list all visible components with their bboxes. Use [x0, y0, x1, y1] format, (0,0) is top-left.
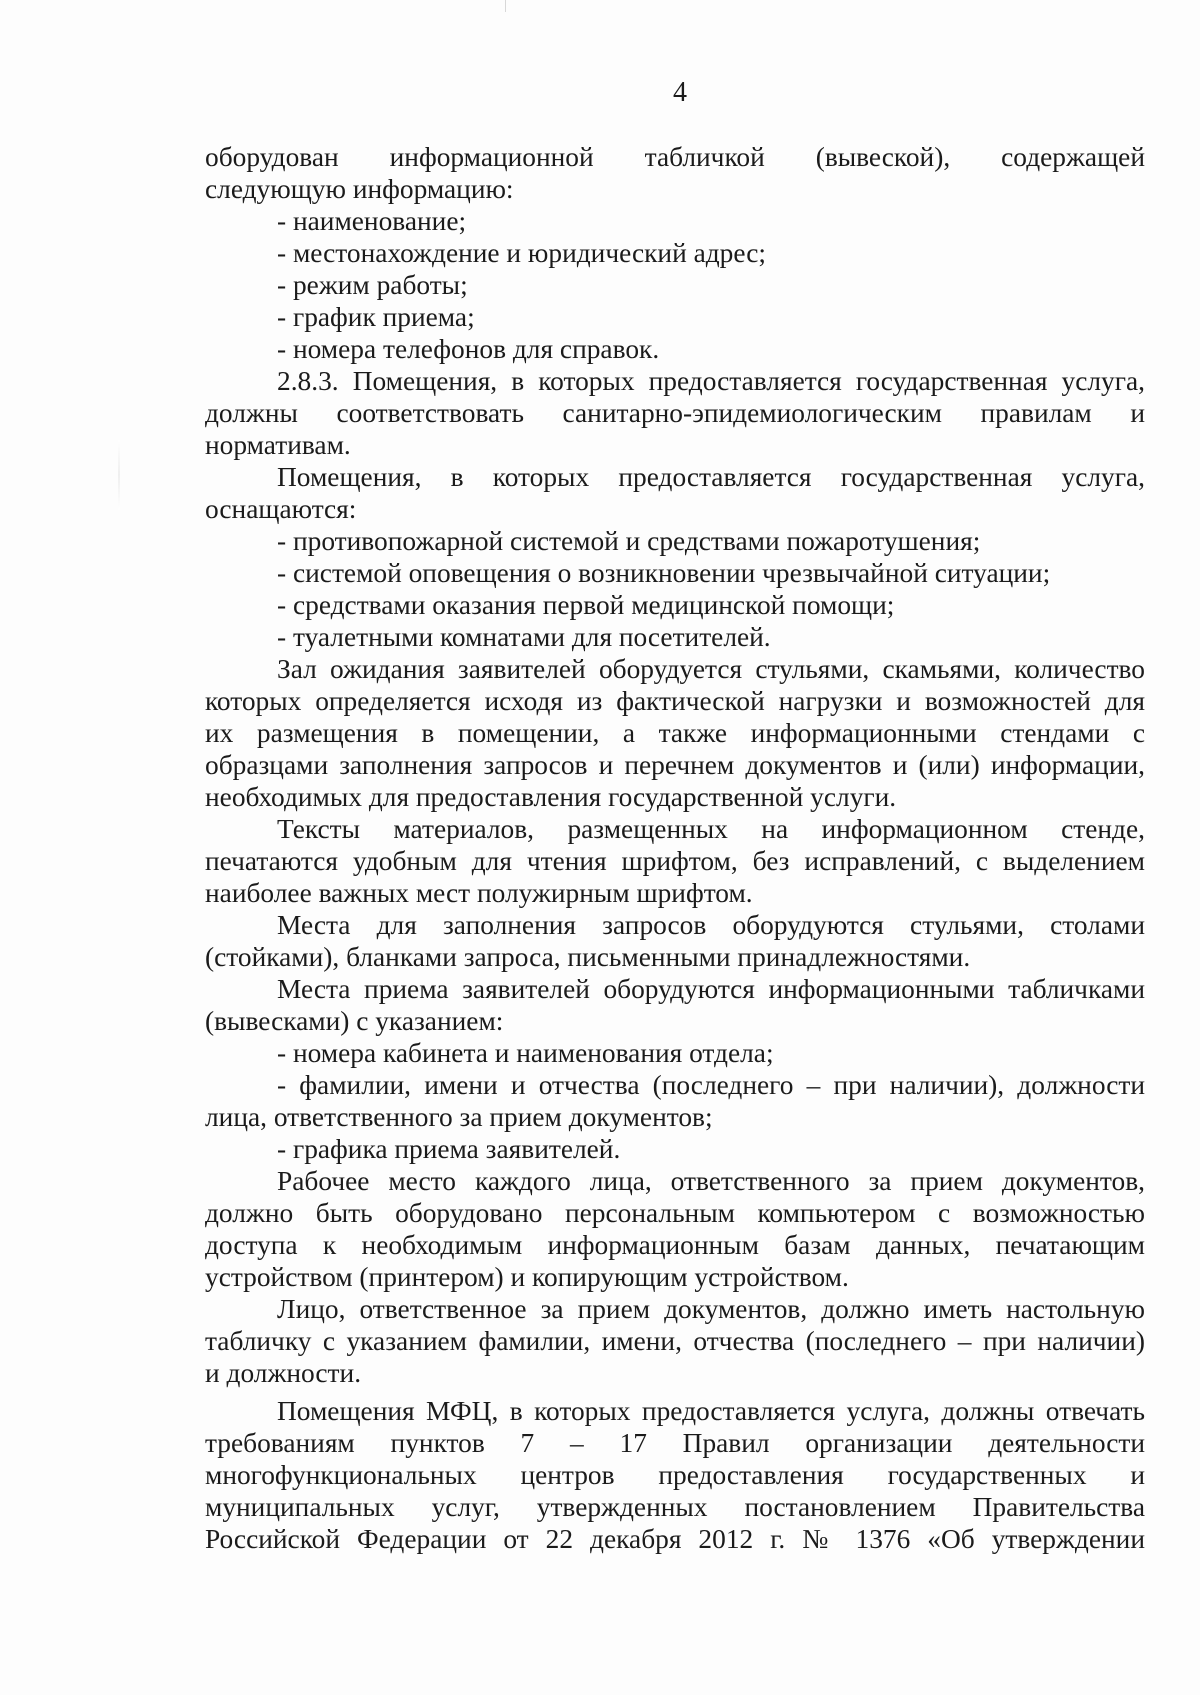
- text-line: Места приема заявителей оборудуются информационными табличками: [277, 974, 1145, 1004]
- text-line: Тексты материалов, размещенных на информационном стенде,: [277, 814, 1145, 844]
- text-line: следующую информацию:: [205, 174, 514, 204]
- text-line: нормативам.: [205, 430, 351, 460]
- scan-smudge: [118, 440, 120, 510]
- text-line: - системой оповещения о возникновении чрезвычайной ситуации;: [277, 558, 1051, 588]
- text-line: Места для заполнения запросов оборудуются стульями, столами: [277, 910, 1145, 940]
- text-line: - фамилии, имени и отчества (последнего – при наличии), должности: [277, 1070, 1145, 1100]
- text-line: 2.8.3. Помещения, в которых предоставляется государственная услуга,: [277, 366, 1145, 396]
- text-line: необходимых для предоставления государственной услуги.: [205, 782, 897, 812]
- text-line: и должности.: [205, 1358, 362, 1388]
- text-line: Рабочее место каждого лица, ответственного за прием документов,: [277, 1166, 1145, 1196]
- scan-mark: [505, 0, 506, 12]
- text-line: лица, ответственного за прием документов;: [205, 1102, 713, 1132]
- text-line: Лицо, ответственное за прием документов, должно иметь настольную: [277, 1294, 1145, 1324]
- text-line: требованиям пунктов 7 – 17 Правил организации деятельности: [205, 1428, 1145, 1458]
- text-line: - местонахождение и юридический адрес;: [277, 238, 766, 268]
- text-line: - режим работы;: [277, 270, 468, 300]
- text-line: (стойками), бланками запроса, письменными принадлежностями.: [205, 942, 971, 972]
- text-line: Зал ожидания заявителей оборудуется стульями, скамьями, количество: [277, 654, 1145, 684]
- text-line: Помещения МФЦ, в которых предоставляется услуга, должны отвечать: [277, 1396, 1145, 1426]
- text-line: должно быть оборудовано персональным компьютером с возможностью: [205, 1198, 1145, 1228]
- text-line: доступа к необходимым информационным базам данных, печатающим: [205, 1230, 1145, 1260]
- text-line: Помещения, в которых предоставляется государственная услуга,: [277, 462, 1145, 492]
- text-line: муниципальных услуг, утвержденных постановлением Правительства: [205, 1492, 1145, 1522]
- text-line: печатаются удобным для чтения шрифтом, без исправлений, с выделением: [205, 846, 1145, 876]
- text-line: образцами заполнения запросов и перечнем документов и (или) информации,: [205, 750, 1145, 780]
- text-line: - номера телефонов для справок.: [277, 334, 660, 364]
- text-line: - противопожарной системой и средствами пожаротушения;: [277, 526, 981, 556]
- text-line: - средствами оказания первой медицинской помощи;: [277, 590, 895, 620]
- text-line: табличку с указанием фамилии, имени, отчества (последнего – при наличии): [205, 1326, 1145, 1356]
- text-line: - туалетными комнатами для посетителей.: [277, 622, 771, 652]
- document-body: [205, 141, 1145, 1555]
- text-line: их размещения в помещении, а также информационными стендами с: [205, 718, 1145, 748]
- text-line: - номера кабинета и наименования отдела;: [277, 1038, 774, 1068]
- text-line: - наименование;: [277, 206, 467, 236]
- text-line: оборудован информационной табличкой (вывеской), содержащей: [205, 142, 1145, 172]
- text-line: должны соответствовать санитарно-эпидемиологическим правилам и: [205, 398, 1145, 428]
- text-line: (вывесками) с указанием:: [205, 1006, 504, 1036]
- text-line: многофункциональных центров предоставления государственных и: [205, 1460, 1145, 1490]
- page-number: 4: [673, 77, 687, 108]
- text-line: устройством (принтером) и копирующим устройством.: [205, 1262, 849, 1292]
- text-line: - график приема;: [277, 302, 475, 332]
- text-line: - графика приема заявителей.: [277, 1134, 621, 1164]
- text-line: оснащаются:: [205, 494, 357, 524]
- text-line: Российской Федерации от 22 декабря 2012 г. № 1376 «Об утверждении: [205, 1524, 1145, 1554]
- text-line: наиболее важных мест полужирным шрифтом.: [205, 878, 753, 908]
- text-line: которых определяется исходя из фактической нагрузки и возможностей для: [205, 686, 1145, 716]
